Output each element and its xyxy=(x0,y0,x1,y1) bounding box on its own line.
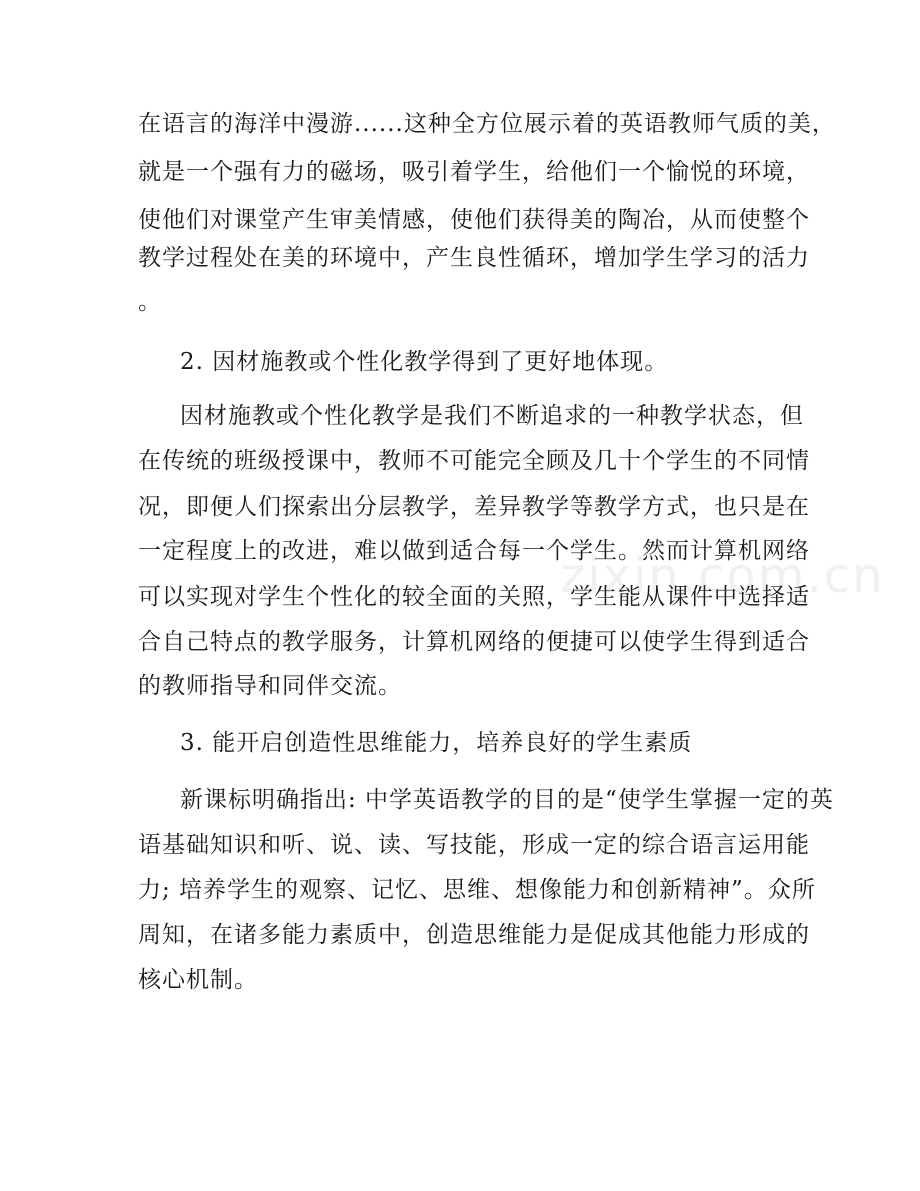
paragraph-3-line-2: 语基础知识和听、说、读、写技能，形成一定的综合语言运用能 xyxy=(138,832,810,858)
paragraph-2-line-3: 况，即便人们探索出分层教学，差异教学等教学方式，也只是在 xyxy=(138,494,810,520)
paragraph-1-line-4: 教学过程处在美的环境中，产生良性循环，增加学生学习的活力 xyxy=(138,245,810,271)
paragraph-2-line-7: 的教师指导和同伴交流。 xyxy=(138,673,402,699)
section-heading-3: 3. 能开启创造性思维能力，培养良好的学生素质 xyxy=(180,730,693,756)
paragraph-3-line-5: 核心机制。 xyxy=(138,967,258,993)
paragraph-1-line-2: 就是一个强有力的磁场，吸引着学生，给他们一个愉悦的环境， xyxy=(138,159,810,185)
paragraph-3-line-4: 周知，在诸多能力素质中，创造思维能力是促成其他能力形成的 xyxy=(138,922,810,948)
paragraph-3-line-3: 力; 培养学生的观察、记忆、思维、想像能力和创新精神”。众所 xyxy=(138,877,816,903)
paragraph-1-line-5: 。 xyxy=(138,289,162,315)
paragraph-1-line-3: 使他们对课堂产生审美情感，使他们获得美的陶冶，从而使整个 xyxy=(138,207,810,233)
paragraph-2-line-5: 可以实现对学生个性化的较全面的关照，学生能从课件中选择适 xyxy=(138,584,810,610)
paragraph-2-line-1: 因材施教或个性化教学是我们不断追求的一种教学状态，但 xyxy=(180,403,804,429)
paragraph-2-line-6: 合自己特点的教学服务，计算机网络的便捷可以使学生得到适合 xyxy=(138,629,810,655)
paragraph-2-line-2: 在传统的班级授课中，教师不可能完全顾及几十个学生的不同情 xyxy=(138,448,810,474)
paragraph-2-line-4: 一定程度上的改进，难以做到适合每一个学生。然而计算机网络 xyxy=(138,538,810,564)
section-heading-2: 2. 因材施教或个性化教学得到了更好地体现。 xyxy=(180,349,669,375)
paragraph-1-line-1: 在语言的海洋中漫游......这种全方位展示着的英语教师气质的美， xyxy=(138,111,836,137)
watermark: zixin.com.cn xyxy=(560,548,885,604)
paragraph-3-line-1: 新课标明确指出: 中学英语教学的目的是“使学生掌握一定的英 xyxy=(180,787,834,813)
